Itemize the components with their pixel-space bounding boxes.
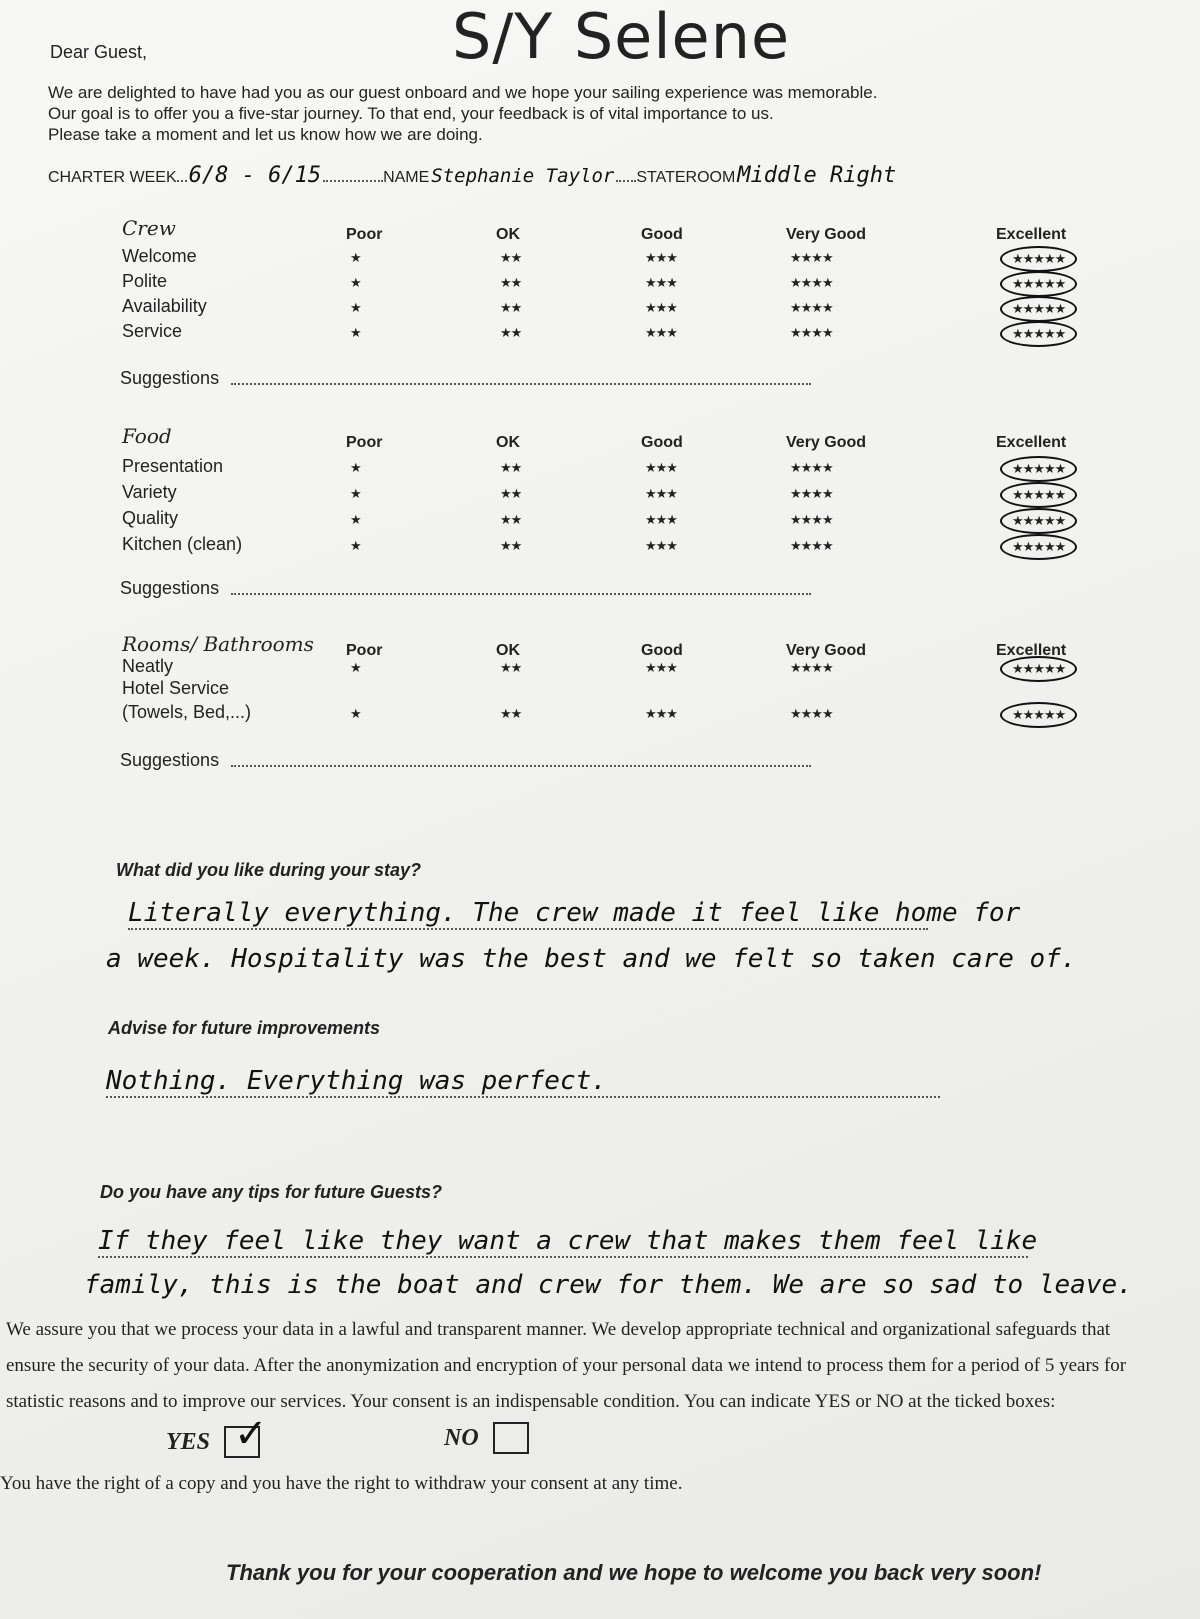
crew-col-ok: OK: [496, 226, 520, 243]
crew-row-label: Service: [122, 321, 183, 341]
rooms-row-label: Neatly: [122, 656, 174, 676]
crew-rating-4-star[interactable]: ★★★★: [790, 275, 833, 290]
no-label: NO: [444, 1424, 479, 1451]
rooms-row-label: Hotel Service: [122, 678, 230, 698]
no-checkbox[interactable]: [493, 1422, 529, 1454]
food-suggestions: [120, 578, 811, 599]
question-improve: Advise for future improvements: [108, 1018, 381, 1038]
consent-line: We assure you that we process your data in a lawful and transparent manner. We develop appropriate technical and organizational safeguards that: [6, 1319, 1111, 1340]
food-col-ok: OK: [496, 434, 520, 451]
consent-line: ensure the security of your data. After the anonymization and encryption of your personal data we intend to process them for a period of 5 years for: [6, 1355, 1127, 1376]
rooms-col-ok: OK: [496, 642, 520, 659]
food-rating-1-star[interactable]: ★: [350, 538, 361, 553]
food-suggestions-label: Suggestions: [120, 578, 220, 598]
food-rating-2-star[interactable]: ★★: [500, 538, 522, 553]
food-row-label: Kitchen (clean): [122, 534, 243, 554]
answer-liked-line-1[interactable]: Literally everything. The crew made it feel like home for: [128, 898, 1021, 928]
page-title: S/Y Selene: [452, 0, 791, 73]
crew-row-label: Welcome: [122, 246, 197, 266]
rooms-row-label: (Towels, Bed,...): [122, 702, 252, 722]
thank-you-message: Thank you for your cooperation and we hope to welcome you back very soon!: [226, 1560, 1042, 1585]
rooms-suggestions-field[interactable]: [231, 755, 811, 767]
crew-col-very-good: Very Good: [786, 226, 867, 243]
crew-rating-4-star[interactable]: ★★★★: [790, 250, 833, 265]
checkmark-icon: ✓: [234, 1412, 268, 1456]
stateroom-label: STATEROOM: [636, 169, 736, 186]
crew-rating-1-star[interactable]: ★: [350, 325, 361, 340]
name-field[interactable]: Stephanie Taylor: [431, 165, 615, 187]
food-col-very-good: Very Good: [786, 434, 867, 451]
food-rating-5-star[interactable]: ★★★★★: [1000, 534, 1077, 560]
crew-section-title: Crew: [122, 216, 176, 240]
consent-line: statistic reasons and to improve our services. Your consent is an indispensable condition. You can indicate YES or NO at the ticked boxes:: [6, 1391, 1056, 1412]
yes-label: YES: [166, 1428, 211, 1455]
answer-improve-line-1[interactable]: Nothing. Everything was perfect.: [106, 1066, 940, 1098]
food-rating-2-star[interactable]: ★★: [500, 486, 522, 501]
food-rating-3-star[interactable]: ★★★: [645, 460, 677, 475]
rooms-suggestions-label: Suggestions: [120, 750, 220, 770]
food-rating-4-star[interactable]: ★★★★: [790, 460, 833, 475]
crew-suggestions: [120, 368, 811, 389]
crew-rating-5-star[interactable]: ★★★★★: [1000, 271, 1077, 297]
charter-week-field[interactable]: 6/8 - 6/15: [188, 163, 322, 188]
food-rating-2-star[interactable]: ★★: [500, 512, 522, 527]
crew-rating-5-star[interactable]: ★★★★★: [1000, 321, 1077, 347]
crew-rating-5-star[interactable]: ★★★★★: [1000, 246, 1077, 272]
food-rating-5-star[interactable]: ★★★★★: [1000, 456, 1077, 482]
rooms-rating-4-star[interactable]: ★★★★: [790, 660, 833, 675]
food-rating-5-star[interactable]: ★★★★★: [1000, 482, 1077, 508]
rooms-rating-2-star[interactable]: ★★: [500, 706, 522, 721]
name-label: NAME: [383, 169, 430, 186]
crew-rating-4-star[interactable]: ★★★★: [790, 300, 833, 315]
answer-tips-line-1[interactable]: If they feel like they want a crew that makes them feel like: [98, 1226, 1038, 1256]
food-rating-1-star[interactable]: ★: [350, 512, 361, 527]
rooms-rating-5-star[interactable]: ★★★★★: [1000, 656, 1077, 682]
answer-liked-line-2[interactable]: a week. Hospitality was the best and we felt so taken care of.: [106, 944, 1077, 974]
rooms-section-title: Rooms/ Bathrooms: [122, 632, 314, 656]
rights-text: You have the right of a copy and you have the right to withdraw your consent at any time.: [0, 1473, 683, 1494]
crew-rating-3-star[interactable]: ★★★: [645, 275, 677, 290]
intro-text: [48, 82, 948, 145]
crew-rating-2-star[interactable]: ★★: [500, 275, 522, 290]
crew-rating-1-star[interactable]: ★: [350, 300, 361, 315]
crew-col-good: Good: [641, 226, 683, 243]
crew-rating-1-star[interactable]: ★: [350, 275, 361, 290]
food-suggestions-field[interactable]: [231, 583, 811, 595]
rooms-rating-2-star[interactable]: ★★: [500, 660, 522, 675]
question-tips: Do you have any tips for future Guests?: [100, 1182, 443, 1202]
food-col-poor: Poor: [346, 434, 383, 451]
crew-col-excellent: Excellent: [996, 226, 1067, 243]
crew-col-poor: Poor: [346, 226, 383, 243]
rooms-col-very-good: Very Good: [786, 642, 867, 659]
intro-line: Please take a moment and let us know how we are doing.: [48, 125, 483, 144]
food-row-label: Quality: [122, 508, 179, 528]
food-row-label: Variety: [122, 482, 177, 502]
crew-rating-4-star[interactable]: ★★★★: [790, 325, 833, 340]
answer-tips-line-2[interactable]: family, this is the boat and crew for them. We are so sad to leave.: [84, 1270, 1133, 1300]
crew-row-label: Availability: [122, 296, 207, 316]
intro-line: Our goal is to offer you a five-star journey. To that end, your feedback is of vital importance to us.: [48, 104, 774, 123]
rooms-col-excellent: Excellent: [996, 642, 1067, 659]
crew-rating-2-star[interactable]: ★★: [500, 250, 522, 265]
charter-week-label: CHARTER WEEK: [48, 169, 177, 186]
food-col-excellent: Excellent: [996, 434, 1067, 451]
crew-rating-3-star[interactable]: ★★★: [645, 300, 677, 315]
crew-suggestions-label: Suggestions: [120, 368, 220, 388]
crew-row-label: Polite: [122, 271, 168, 291]
food-rating-4-star[interactable]: ★★★★: [790, 538, 833, 553]
rooms-col-poor: Poor: [346, 642, 383, 659]
food-rating-4-star[interactable]: ★★★★: [790, 512, 833, 527]
food-rating-3-star[interactable]: ★★★: [645, 512, 677, 527]
food-row-label: Presentation: [122, 456, 224, 476]
crew-rating-2-star[interactable]: ★★: [500, 325, 522, 340]
food-section-title: Food: [122, 424, 172, 448]
stateroom-field[interactable]: Middle Right: [737, 163, 897, 188]
consent-yes: [166, 1412, 268, 1458]
question-liked: What did you like during your stay?: [116, 860, 422, 880]
greeting: Dear Guest,: [50, 42, 148, 62]
crew-rating-2-star[interactable]: ★★: [500, 300, 522, 315]
consent-text: [6, 1312, 1126, 1420]
food-rating-1-star[interactable]: ★: [350, 486, 361, 501]
intro-line: We are delighted to have had you as our guest onboard and we hope your sailing experience was memorable.: [48, 83, 878, 102]
food-rating-3-star[interactable]: ★★★: [645, 538, 677, 553]
rooms-rating-1-star[interactable]: ★: [350, 706, 361, 721]
rooms-rating-3-star[interactable]: ★★★: [645, 706, 677, 721]
rooms-col-good: Good: [641, 642, 683, 659]
rooms-rating-1-star[interactable]: ★: [350, 660, 361, 675]
food-rating-1-star[interactable]: ★: [350, 460, 361, 475]
rooms-rating-4-star[interactable]: ★★★★: [790, 706, 833, 721]
crew-rating-3-star[interactable]: ★★★: [645, 325, 677, 340]
food-rating-5-star[interactable]: ★★★★★: [1000, 508, 1077, 534]
food-col-good: Good: [641, 434, 683, 451]
rooms-suggestions: [120, 750, 811, 771]
food-rating-2-star[interactable]: ★★: [500, 460, 522, 475]
food-rating-4-star[interactable]: ★★★★: [790, 486, 833, 501]
crew-rating-5-star[interactable]: ★★★★★: [1000, 296, 1077, 322]
food-rating-3-star[interactable]: ★★★: [645, 486, 677, 501]
rooms-rating-3-star[interactable]: ★★★: [645, 660, 677, 675]
crew-suggestions-field[interactable]: [231, 373, 811, 385]
yes-checkbox[interactable]: [224, 1412, 268, 1458]
charter-info-row: [48, 163, 898, 188]
crew-rating-1-star[interactable]: ★: [350, 250, 361, 265]
rooms-rating-5-star[interactable]: ★★★★★: [1000, 702, 1077, 728]
crew-rating-3-star[interactable]: ★★★: [645, 250, 677, 265]
consent-no: [444, 1422, 529, 1454]
